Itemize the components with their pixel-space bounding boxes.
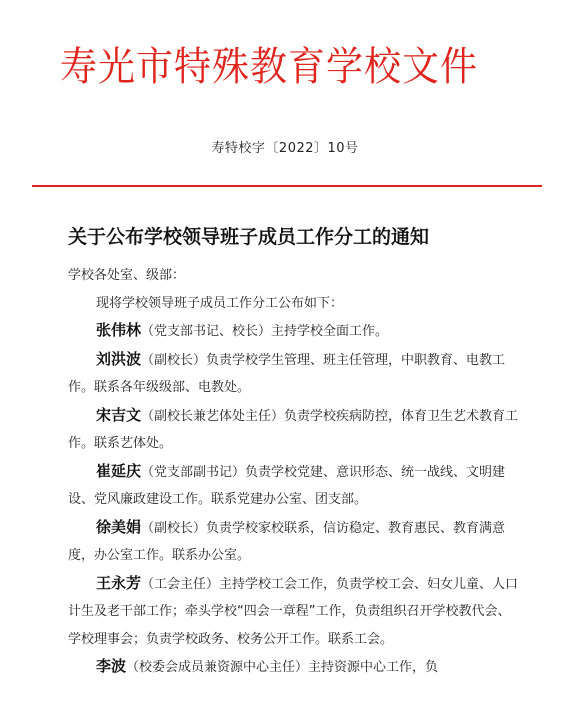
member-duties: （党支部副书记）负责学校党建、意识形态、统一战线、文明建设、党风廉政建设工作。联系党建办公室、团支部。 — [68, 464, 506, 507]
member-duties: （工会主任）主持学校工会工作，负责学校工会、妇女儿童、人口计生及老干部工作；牵头学校“四会一章程”工作，负责组织召开学校教代会、学校理事会；负责学校政务、校务公开工作。联系工会。 — [68, 576, 519, 647]
member-name: 刘洪波 — [96, 349, 142, 368]
member-paragraph — [68, 346, 520, 402]
member-duties: （副校长）负责学校学生管理、班主任管理，中职教育、电教工作。联系各年级级部、电教处。 — [68, 352, 506, 395]
intro-paragraph: 现将学校领导班子成员工作分工公布如下： — [96, 295, 344, 311]
member-duties: （党支部书记、校长）主持学校全面工作。 — [141, 324, 389, 339]
member-name: 李波 — [96, 657, 127, 675]
member-name: 徐美娟 — [96, 517, 142, 536]
member-name: 张伟林 — [96, 321, 142, 339]
member-duties: （校委会成员兼资源中心主任）主持资源中心工作，负 — [126, 660, 439, 675]
member-paragraph — [68, 653, 520, 682]
document-number: 寿特校字〔2022〕10号 — [211, 141, 359, 156]
header-divider — [32, 185, 542, 187]
member-name: 宋吉文 — [96, 405, 142, 424]
member-paragraph — [68, 317, 520, 346]
member-paragraph — [68, 458, 520, 514]
salutation: 学校各处室、级部： — [68, 268, 186, 283]
member-name: 王永芳 — [96, 573, 142, 592]
document-header-title: 寿光市特殊教育学校文件 — [60, 43, 478, 90]
notice-body — [68, 262, 520, 682]
notice-title: 关于公布学校领导班子成员工作分工的通知 — [68, 226, 430, 248]
member-duties: （副校长兼艺体处主任）负责学校疾病防控，体育卫生艺术教育工作。联系艺体处。 — [68, 408, 519, 451]
member-paragraph — [68, 570, 520, 654]
member-duties: （副校长）负责学校家校联系，信访稳定、教育惠民、教育满意度，办公室工作。联系办公室。 — [68, 520, 506, 563]
member-paragraph — [68, 514, 520, 570]
member-name: 崔延庆 — [96, 461, 142, 480]
member-paragraph — [68, 402, 520, 458]
